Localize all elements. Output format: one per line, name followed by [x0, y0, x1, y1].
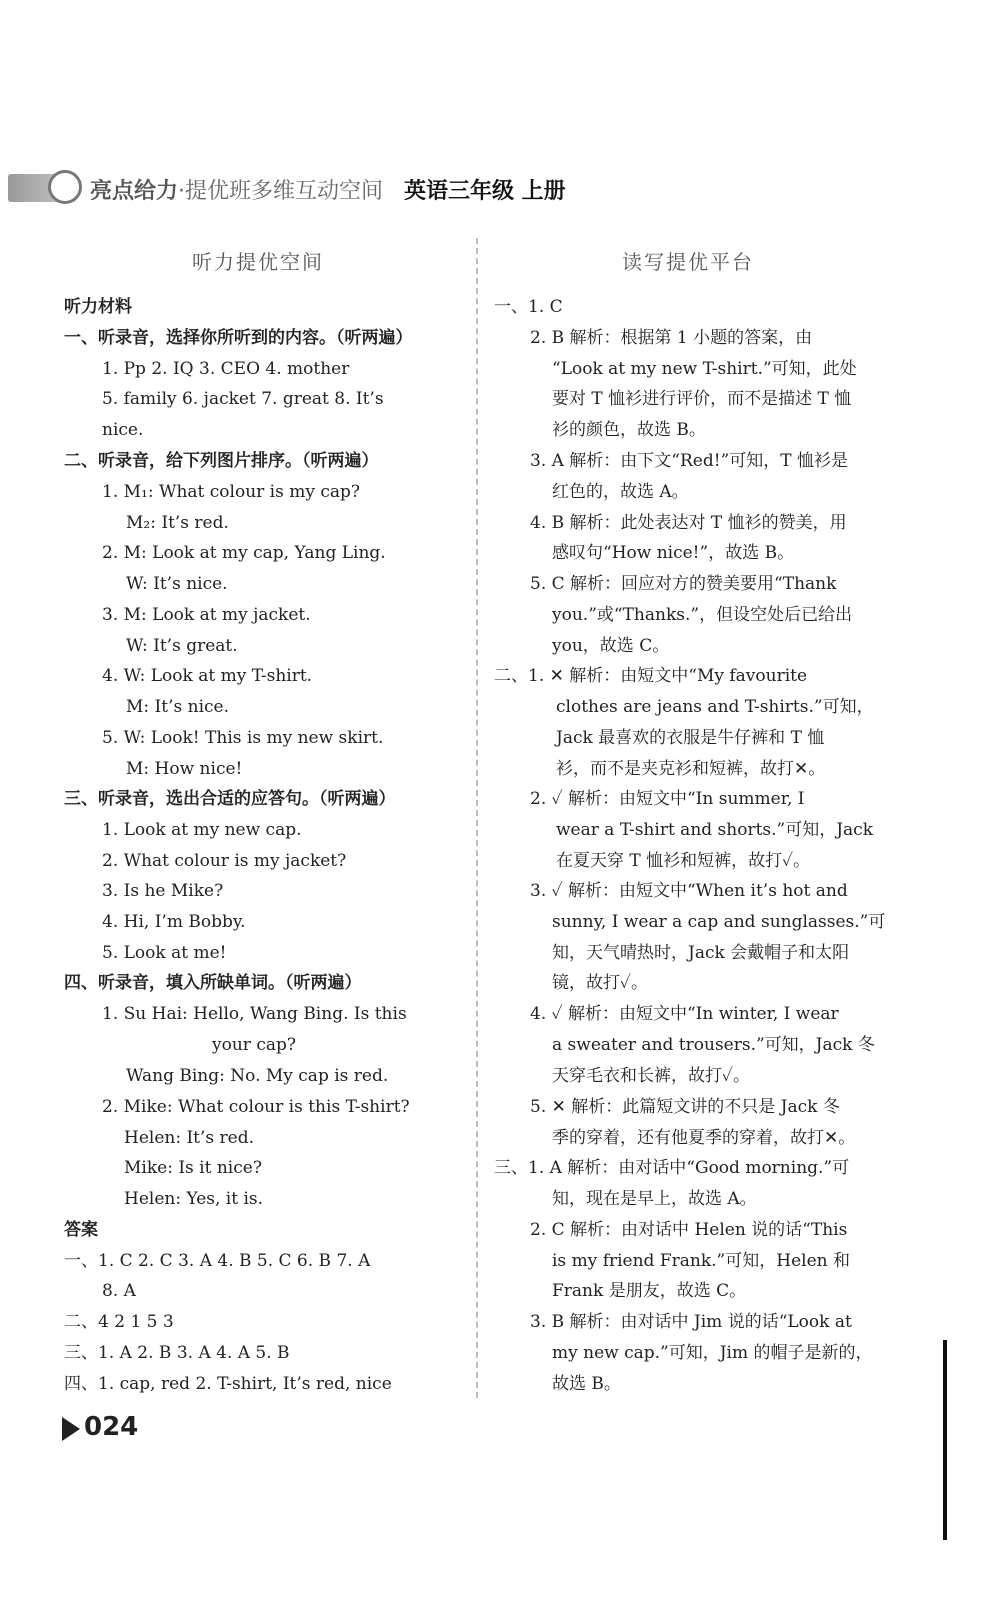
- right-text-line: Frank 是朋友，故选 C。: [552, 1281, 747, 1301]
- right-text-line: 4. ✓ 解析：由短文中“In winter, I wear: [530, 1004, 839, 1024]
- right-text-line: “Look at my new T-shirt.”可知，此处: [552, 359, 857, 379]
- left-text-line: 5. W: Look! This is my new skirt.: [102, 728, 384, 748]
- right-text-line: 在夏天穿 T 恤衫和短裤，故打✓。: [556, 851, 811, 871]
- left-text-line: 1. Pp 2. IQ 3. CEO 4. mother: [102, 359, 350, 379]
- left-text-line: Wang Bing: No. My cap is red.: [126, 1066, 389, 1086]
- right-text-line: you，故选 C。: [552, 636, 670, 656]
- right-text-line: 2. B 解析：根据第 1 小题的答案，由: [530, 328, 813, 348]
- left-text-line: 4. W: Look at my T-shirt.: [102, 666, 313, 686]
- page-number-text: 024: [84, 1412, 139, 1442]
- phone-logo-icon: [48, 170, 82, 204]
- header-brand: [90, 174, 383, 205]
- right-text-line: 2. C 解析：由对话中 Helen 说的话“This: [530, 1220, 848, 1240]
- right-text-line: 一、1. C: [494, 297, 563, 317]
- left-text-line: 四、1. cap, red 2. T-shirt, It’s red, nice: [64, 1374, 392, 1394]
- left-text-line: 5. Look at me!: [102, 943, 227, 963]
- left-text-line: nice.: [102, 420, 144, 440]
- right-text-line: 2. ✓ 解析：由短文中“In summer, I: [530, 789, 805, 809]
- right-text-line: Jack 最喜欢的衣服是牛仔裤和 T 恤: [556, 728, 825, 748]
- left-text-line: 2. M: Look at my cap, Yang Ling.: [102, 543, 386, 563]
- left-text-line: 1. M₁: What colour is my cap?: [102, 482, 361, 502]
- right-text-line: 知，现在是早上，故选 A。: [552, 1189, 757, 1209]
- left-text-line: Helen: Yes, it is.: [124, 1189, 264, 1209]
- edge-mark: [943, 1340, 947, 1540]
- right-text-line: 红色的，故选 A。: [552, 482, 689, 502]
- right-text-line: 知，天气晴热时，Jack 会戴帽子和太阳: [552, 943, 850, 963]
- left-text-line: Helen: It’s red.: [124, 1128, 255, 1148]
- left-text-line: 1. Look at my new cap.: [102, 820, 302, 840]
- left-text-line: W: It’s great.: [126, 636, 238, 656]
- right-text-line: you.”或“Thanks.”，但设空处后已给出: [552, 605, 853, 625]
- left-text-line: 8. A: [102, 1281, 136, 1301]
- right-text-line: 感叹句“How nice!”，故选 B。: [552, 543, 795, 563]
- brand-subtitle: ·提优班多维互动空间: [178, 179, 384, 204]
- right-text-line: 衫的颜色，故选 B。: [552, 420, 706, 440]
- left-column-title: 听力提优空间: [192, 250, 324, 274]
- left-text-line: 2. Mike: What colour is this T-shirt?: [102, 1097, 410, 1117]
- right-text-line: clothes are jeans and T-shirts.”可知，: [556, 697, 874, 717]
- right-column-title: 读写提优平台: [622, 250, 754, 274]
- right-text-line: 3. ✓ 解析：由短文中“When it’s hot and: [530, 881, 848, 901]
- right-text-line: is my friend Frank.”可知，Helen 和: [552, 1251, 850, 1271]
- right-text-line: 天穿毛衣和长裤，故打✓。: [552, 1066, 750, 1086]
- right-text-line: 镜，故打✓。: [552, 973, 648, 993]
- right-text-line: 要对 T 恤衫进行评价，而不是描述 T 恤: [552, 389, 852, 409]
- left-text-line: 4. Hi, I’m Bobby.: [102, 912, 246, 932]
- left-text-line: 3. M: Look at my jacket.: [102, 605, 311, 625]
- left-text-line: Mike: Is it nice?: [124, 1158, 262, 1178]
- left-text-line: 二、听录音，给下列图片排序。（听两遍）: [64, 451, 379, 471]
- left-text-line: 1. Su Hai: Hello, Wang Bing. Is this: [102, 1004, 407, 1024]
- page-number: [62, 1412, 172, 1446]
- left-text-line: 一、听录音，选择你所听到的内容。（听两遍）: [64, 328, 413, 348]
- right-text-line: 故选 B。: [552, 1374, 621, 1394]
- right-text-line: 5. C 解析：回应对方的赞美要用“Thank: [530, 574, 837, 594]
- left-text-line: M₂: It’s red.: [126, 513, 229, 533]
- right-text-line: 季的穿着，还有他夏季的穿着，故打✕。: [552, 1128, 856, 1148]
- left-text-line: 三、听录音，选出合适的应答句。（听两遍）: [64, 789, 396, 809]
- left-text-line: your cap?: [212, 1035, 296, 1055]
- left-text-line: 答案: [64, 1220, 98, 1240]
- right-text-line: 二、1. ✕ 解析：由短文中“My favourite: [494, 666, 808, 686]
- page-header: [8, 170, 608, 206]
- right-text-line: wear a T-shirt and shorts.”可知，Jack: [556, 820, 874, 840]
- left-text-line: 三、1. A 2. B 3. A 4. A 5. B: [64, 1343, 290, 1363]
- left-text-line: 2. What colour is my jacket?: [102, 851, 347, 871]
- brand-name: 亮点给力: [90, 179, 179, 204]
- play-triangle-icon: [62, 1417, 80, 1441]
- book-title: 英语三年级 上册: [404, 179, 566, 204]
- left-text-line: 听力材料: [64, 297, 132, 317]
- right-text-line: 3. B 解析：由对话中 Jim 说的话“Look at: [530, 1312, 852, 1332]
- right-text-line: 5. ✕ 解析：此篇短文讲的不只是 Jack 冬: [530, 1097, 840, 1117]
- left-text-line: 3. Is he Mike?: [102, 881, 224, 901]
- left-text-line: M: How nice!: [126, 759, 243, 779]
- left-text-line: 四、听录音，填入所缺单词。（听两遍）: [64, 973, 362, 993]
- right-text-line: 3. A 解析：由下文“Red!”可知，T 恤衫是: [530, 451, 849, 471]
- right-text-line: sunny, I wear a cap and sunglasses.”可: [552, 912, 886, 932]
- left-text-line: W: It’s nice.: [126, 574, 228, 594]
- column-divider: [476, 238, 478, 1398]
- right-text-line: 三、1. A 解析：由对话中“Good morning.”可: [494, 1158, 850, 1178]
- right-text-line: my new cap.”可知，Jim 的帽子是新的，: [552, 1343, 873, 1363]
- left-text-line: M: It’s nice.: [126, 697, 229, 717]
- right-text-line: a sweater and trousers.”可知，Jack 冬: [552, 1035, 875, 1055]
- left-text-line: 5. family 6. jacket 7. great 8. It’s: [102, 389, 384, 409]
- left-text-line: 二、4 2 1 5 3: [64, 1312, 174, 1332]
- left-text-line: 一、1. C 2. C 3. A 4. B 5. C 6. B 7. A: [64, 1251, 371, 1271]
- right-text-line: 4. B 解析：此处表达对 T 恤衫的赞美，用: [530, 513, 847, 533]
- right-text-line: 衫，而不是夹克衫和短裤，故打✕。: [556, 759, 826, 779]
